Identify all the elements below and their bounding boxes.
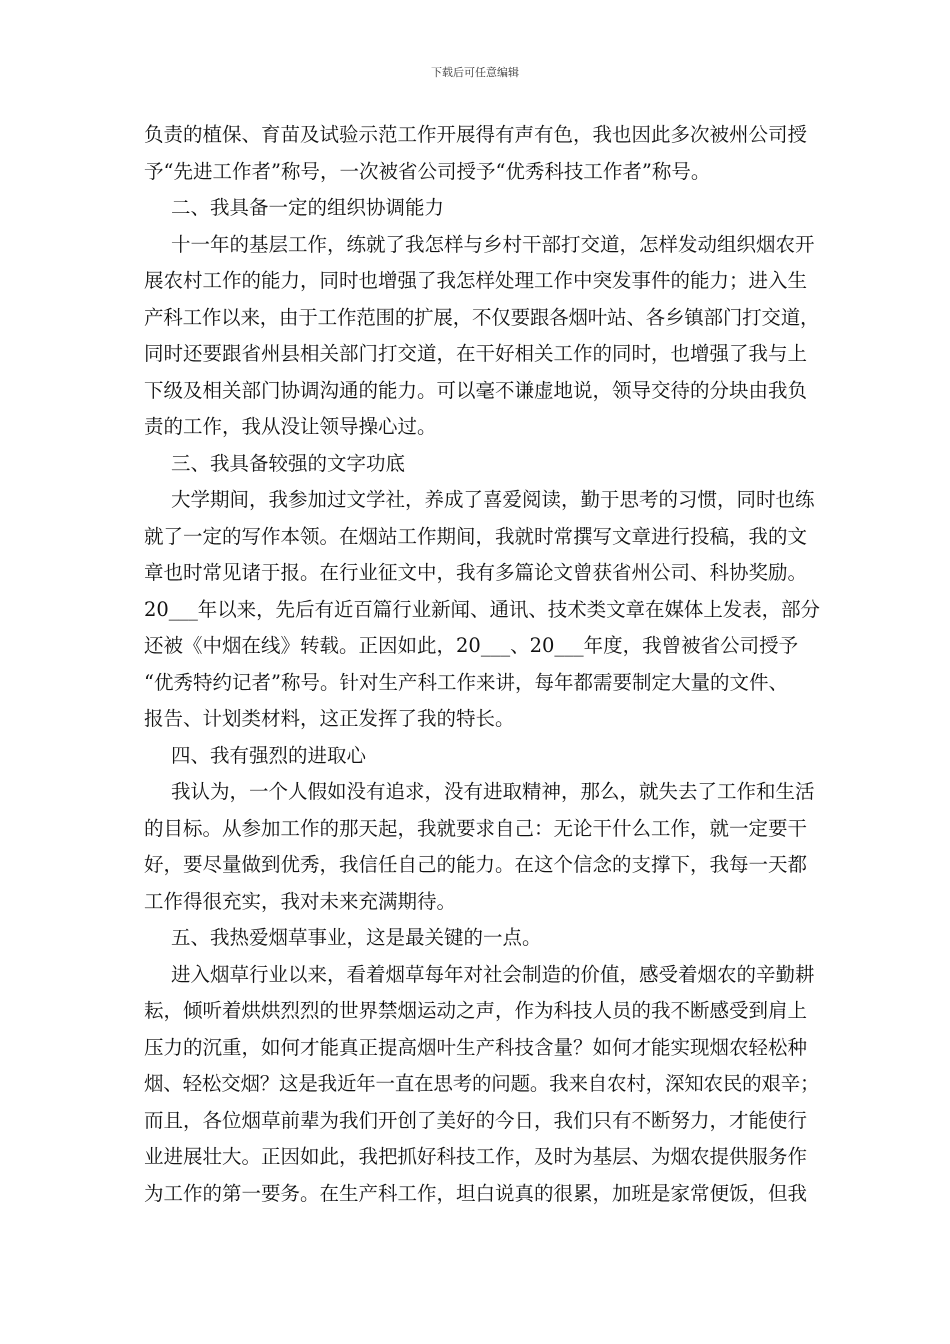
text-line: 业进展壮大。正因如此，我把抓好科技工作，及时为基层、为烟农提供服务作 bbox=[144, 1145, 808, 1168]
text-line: 三、我具备较强的文字功底 bbox=[171, 451, 406, 475]
text-line: 产科工作以来，由于工作范围的扩展，不仅要跟各烟叶站、各乡镇部门打交道， bbox=[144, 305, 820, 329]
text-line: 进入烟草行业以来，看着烟草每年对社会制造的价值，感受着烟农的辛勤耕 bbox=[171, 962, 815, 986]
text-line: 烟、轻松交烟？这是我近年一直在思考的问题。我来自农村，深知农民的艰辛； bbox=[144, 1072, 820, 1095]
text-line: 负责的植保、育苗及试验示范工作开展得有声有色，我也因此多次被州公司授 bbox=[144, 123, 808, 146]
text-line: 章也时常见诸于报。在行业征文中，我有多篇论文曾获省州公司、科协奖励。 bbox=[144, 561, 808, 584]
text-line: 我认为，一个人假如没有追求，没有进取精神，那么，就失去了工作和生活 bbox=[171, 780, 815, 803]
text-line: 二、我具备一定的组织协调能力 bbox=[171, 196, 445, 219]
text-line: 的目标。从参加工作的那天起，我就要求自己：无论干什么工作，就一定要干 bbox=[144, 816, 808, 840]
text-line: 就了一定的写作本领。在烟站工作期间，我就时常撰写文章进行投稿，我的文 bbox=[144, 524, 808, 548]
text-line: “优秀特约记者”称号。针对生产科工作来讲，每年都需要制定大量的文件、 bbox=[144, 670, 788, 694]
text-line: 下级及相关部门协调沟通的能力。可以毫不谦虚地说，领导交待的分块由我负 bbox=[144, 378, 808, 402]
text-line: 好，要尽量做到优秀，我信任自己的能力。在这个信念的支撑下，我每一天都 bbox=[144, 853, 808, 876]
text-line: 予“先进工作者”称号，一次被省公司授予“优秀科技工作者”称号。 bbox=[144, 159, 711, 183]
text-line: 同时还要跟省州县相关部门打交道，在干好相关工作的同时，也增强了我与上 bbox=[144, 342, 808, 365]
text-line: 十一年的基层工作，练就了我怎样与乡村干部打交道，怎样发动组织烟农开 bbox=[171, 232, 815, 256]
text-line: 展农村工作的能力，同时也增强了我怎样处理工作中突发事件的能力；进入生 bbox=[144, 269, 808, 292]
text-line: 20___年以来，先后有近百篇行业新闻、通讯、技术类文章在媒体上发表，部分 bbox=[144, 597, 820, 621]
text-line: 压力的沉重，如何才能真正提高烟叶生产科技含量？如何才能实现烟农轻松种 bbox=[144, 1035, 808, 1059]
text-line: 耘，倾听着烘烘烈烈的世界禁烟运动之声，作为科技人员的我不断感受到肩上 bbox=[144, 999, 808, 1022]
text-line: 五、我热爱烟草事业，这是最关键的一点。 bbox=[171, 926, 542, 949]
text-line: 工作得很充实，我对未来充满期待。 bbox=[144, 889, 457, 913]
text-line: 为工作的第一要务。在生产科工作，坦白说真的很累，加班是家常便饭，但我 bbox=[144, 1181, 808, 1205]
text-line: 四、我有强烈的进取心 bbox=[171, 743, 367, 767]
document-body bbox=[144, 117, 820, 1212]
text-line: 责的工作，我从没让领导操心过。 bbox=[144, 415, 437, 438]
text-line: 还被《中烟在线》转载。正因如此，20___、20___年度，我曾被省公司授予 bbox=[144, 634, 799, 657]
text-line: 大学期间，我参加过文学社，养成了喜爱阅读，勤于思考的习惯，同时也练 bbox=[171, 488, 815, 511]
text-line: 而且，各位烟草前辈为我们开创了美好的今日，我们只有不断努力，才能使行 bbox=[144, 1108, 808, 1132]
page-header-note: 下载后可任意编辑 bbox=[431, 66, 519, 79]
text-line: 报告、计划类材料，这正发挥了我的特长。 bbox=[144, 707, 515, 730]
